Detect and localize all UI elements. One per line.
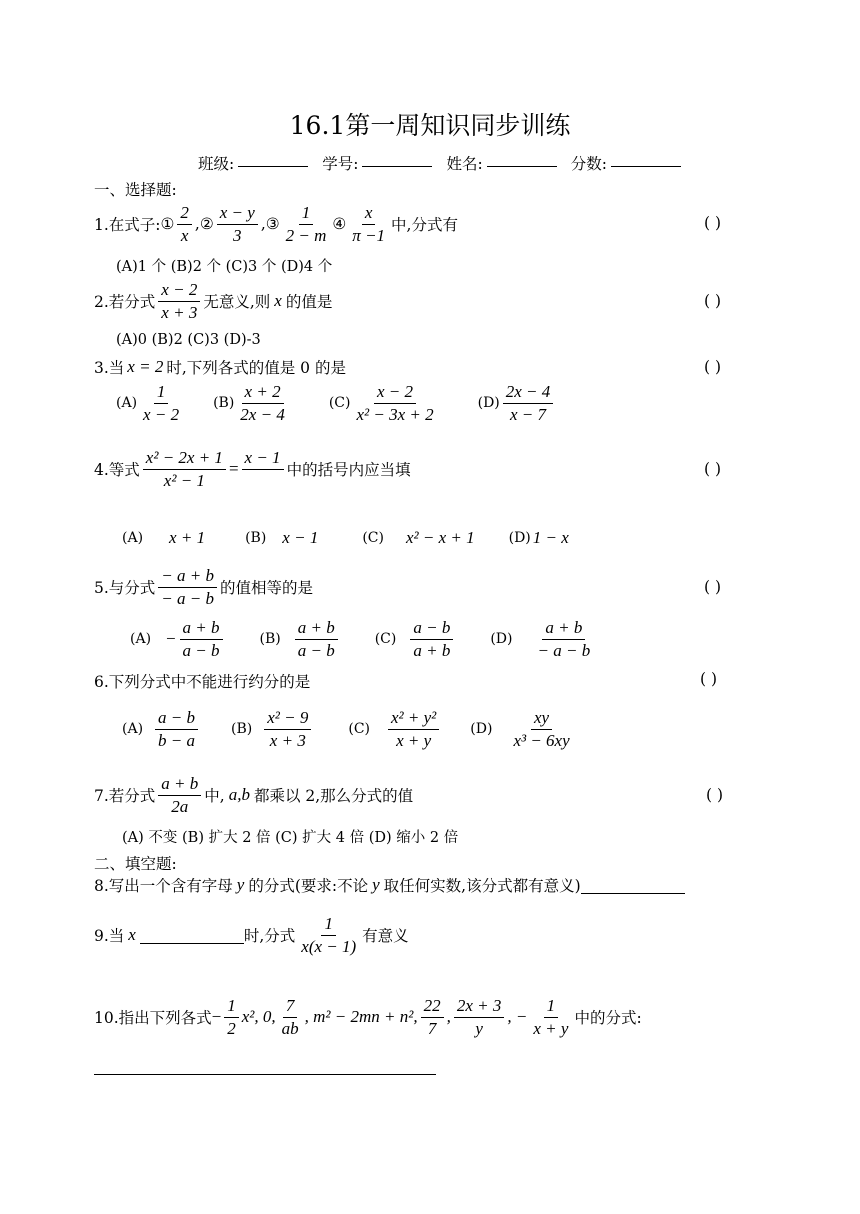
q1-frac-2: $\frac{x - y}{3}$: [217, 203, 258, 245]
q10-term-4: , −: [507, 1007, 528, 1027]
q7-lead: 7.若分式: [94, 787, 156, 806]
id-blank[interactable]: [362, 152, 432, 167]
q3-opt-d: $\frac{2x - 4}{x - 7}$: [503, 382, 554, 424]
q5-opt-d: $\frac{a + b}{- a - b}$: [537, 618, 591, 660]
q8-answer-blank[interactable]: [581, 877, 685, 894]
q5-frac: $\frac{- a + b}{- a - b}$: [158, 566, 217, 608]
q7-vars: a,b: [228, 785, 250, 805]
name-label: 姓名:: [446, 155, 483, 173]
q5-options: [130, 618, 596, 660]
q10-frac-3: $\frac{22}{7}$: [421, 996, 444, 1038]
q1-lead: 1.在式子:: [94, 216, 161, 235]
q6-opt-d-label: (D): [470, 721, 493, 738]
q1-mark-2: ,②: [194, 215, 214, 234]
q7-options: (A) 不变 (B) 扩大 2 倍 (C) 扩大 4 倍 (D) 缩小 2 倍: [122, 830, 459, 846]
q3-options: [116, 382, 556, 424]
question-7: [94, 774, 413, 816]
section-fill-heading: 二、填空题:: [94, 855, 177, 873]
q3-opt-a-label: (A): [116, 395, 138, 412]
q9-var: x: [128, 925, 136, 945]
q10-answer-line[interactable]: [94, 1074, 436, 1075]
q3-opt-d-label: (D): [477, 395, 500, 412]
question-2: [94, 280, 332, 322]
q5-opt-b-label: (B): [259, 631, 281, 648]
q9-frac: $\frac{1}{x(x - 1)}$: [301, 914, 357, 956]
q5-opt-c: $\frac{a - b}{a + b}$: [410, 618, 453, 660]
q2-tail: 无意义,则: [203, 293, 271, 312]
q4-opt-a: x + 1: [169, 528, 206, 547]
q4-answer-paren[interactable]: ( ): [704, 460, 722, 478]
q1-frac-3: $\frac{1}{2 - m}$: [285, 203, 327, 245]
q8-mid: 的分式(要求:不论: [248, 877, 369, 895]
q4-lead: 4.等式: [94, 461, 140, 480]
q1-answer-paren[interactable]: ( ): [704, 214, 722, 232]
q3-opt-b-label: (B): [213, 395, 235, 412]
q6-opt-a: $\frac{a - b}{b - a}$: [155, 708, 198, 750]
q10-lead: 10.指出下列各式: [94, 1009, 212, 1028]
q8-var: y: [236, 875, 245, 894]
q1-options: (A)1 个 (B)2 个 (C)3 个 (D)4 个: [116, 259, 333, 275]
q3-opt-b: $\frac{x + 2}{2x - 4}$: [240, 382, 285, 424]
q4-equals: =: [228, 459, 239, 479]
page-title: 16.1第一周知识同步训练: [289, 111, 571, 140]
q2-answer-paren[interactable]: ( ): [704, 292, 722, 310]
section-choice-heading: 一、选择题:: [94, 181, 177, 199]
q1-tail: 中,分式有: [391, 216, 458, 235]
q3-opt-c: $\frac{x - 2}{\text{x² − 3x + 2}}$: [356, 382, 434, 424]
student-info: [198, 152, 691, 174]
q4-opt-d-label: (D): [508, 530, 531, 546]
q5-opt-b: $\frac{a + b}{a - b}$: [295, 618, 338, 660]
id-label: 学号:: [322, 155, 359, 173]
class-blank[interactable]: [238, 152, 308, 167]
q9-answer-blank[interactable]: [140, 927, 244, 944]
score-label: 分数:: [570, 155, 607, 173]
score-blank[interactable]: [611, 152, 681, 167]
q7-frac: $\frac{a + b}{2a}$: [158, 774, 201, 816]
q9-tail: 有意义: [362, 927, 409, 946]
q4-options: [122, 528, 569, 548]
q10-frac-4: $\frac{2x + 3}{y}$: [454, 996, 505, 1038]
q6-opt-b-label: (B): [231, 721, 253, 738]
q1-frac-4: $\frac{x}{\pi -1}$: [352, 203, 386, 245]
name-blank[interactable]: [487, 152, 557, 167]
q5-opt-a-sign: −: [165, 629, 177, 649]
q2-lead: 2.若分式: [94, 293, 156, 312]
q1-mark-3: ,③: [260, 215, 280, 234]
q4-opt-b-label: (B): [245, 530, 267, 546]
q3-tail: 时,下列各式的值是 0 的是: [166, 359, 346, 377]
q9-mid: 时,分式: [243, 927, 296, 946]
question-8: [94, 874, 685, 896]
q5-opt-a-label: (A): [130, 631, 152, 648]
q10-term-2: , m² − 2mn + n²,: [304, 1007, 418, 1027]
q2-options: (A)0 (B)2 (C)3 (D)-3: [116, 332, 261, 348]
q6-opt-c-label: (C): [348, 721, 371, 738]
q5-opt-d-label: (D): [490, 631, 513, 648]
q4-opt-d: 1 − x: [532, 528, 569, 547]
q7-tail2: 都乘以 2,那么分式的值: [253, 787, 414, 806]
q6-opt-c: $\frac{\text{x² + y²}}{x + y}$: [388, 708, 439, 750]
q3-condition: x = 2: [127, 357, 164, 376]
question-9: [94, 914, 409, 956]
q5-opt-a: $\frac{a + b}{a - b}$: [180, 618, 223, 660]
q10-term-1: x², 0,: [241, 1007, 276, 1027]
q4-opt-c-label: (C): [362, 530, 384, 546]
question-5: [94, 566, 313, 608]
question-3: [94, 356, 346, 378]
q4-opt-a-label: (A): [122, 530, 144, 546]
q7-tail: 中,: [204, 787, 225, 806]
q1-mark-1: ①: [160, 215, 175, 234]
q10-frac-5: $\frac{1}{x + y}$: [533, 996, 569, 1038]
q5-tail: 的值相等的是: [220, 579, 314, 598]
q2-var: x: [274, 291, 282, 311]
question-1: [94, 203, 458, 245]
q5-answer-paren[interactable]: ( ): [704, 578, 722, 596]
q10-term-3: ,: [446, 1007, 451, 1027]
q10-frac-2: $\frac{7}{ab}$: [281, 996, 299, 1038]
q4-opt-c: x² − x + 1: [405, 528, 475, 547]
q10-tail: 中的分式:: [574, 1009, 642, 1028]
q1-mark-4: ④: [332, 215, 347, 234]
q8-lead: 8.写出一个含有字母: [94, 877, 233, 895]
q6-options: [122, 708, 576, 750]
q4-opt-b: x − 1: [282, 528, 319, 547]
q6-opt-b: $\frac{\text{x² − 9}}{x + 3}$: [264, 708, 311, 750]
q10-neg: −: [211, 1007, 222, 1027]
q7-answer-paren[interactable]: ( ): [706, 786, 724, 804]
question-10: [94, 996, 642, 1038]
q6-opt-a-label: (A): [122, 721, 144, 738]
question-4: [94, 448, 411, 490]
q3-lead: 3.当: [94, 359, 125, 377]
q8-var2: y: [372, 875, 380, 894]
q4-tail: 中的括号内应当填: [286, 461, 411, 480]
q4-blank-denominator[interactable]: [245, 470, 281, 490]
class-label: 班级:: [198, 155, 235, 173]
q8-tail: 取任何实数,该分式都有意义): [383, 877, 581, 895]
q10-frac-1: $\frac{1}{2}$: [224, 996, 239, 1038]
q6-opt-d: $\frac{xy}{\text{x³ − 6xy}}$: [513, 708, 570, 750]
q1-frac-1: $\frac{2}{x}$: [177, 203, 192, 245]
q6-answer-paren[interactable]: ( ): [700, 670, 718, 688]
q2-frac: $\frac{x - 2}{x + 3}$: [158, 280, 200, 322]
q3-answer-paren[interactable]: ( ): [704, 358, 722, 376]
q4-left-frac: $\frac{\text{x² − 2x + 1}}{\text{x² − 1}}$: [143, 448, 226, 490]
q4-right-frac: x − 1: [242, 448, 284, 490]
q3-opt-a: $\frac{1}{x - 2}$: [143, 382, 180, 424]
q5-opt-c-label: (C): [374, 631, 397, 648]
q3-opt-c-label: (C): [328, 395, 351, 412]
question-6: 6.下列分式中不能进行约分的是: [94, 673, 311, 691]
q9-lead: 9.当: [94, 927, 125, 946]
q2-tail2: 的值是: [285, 293, 333, 312]
q5-lead: 5.与分式: [94, 579, 156, 598]
